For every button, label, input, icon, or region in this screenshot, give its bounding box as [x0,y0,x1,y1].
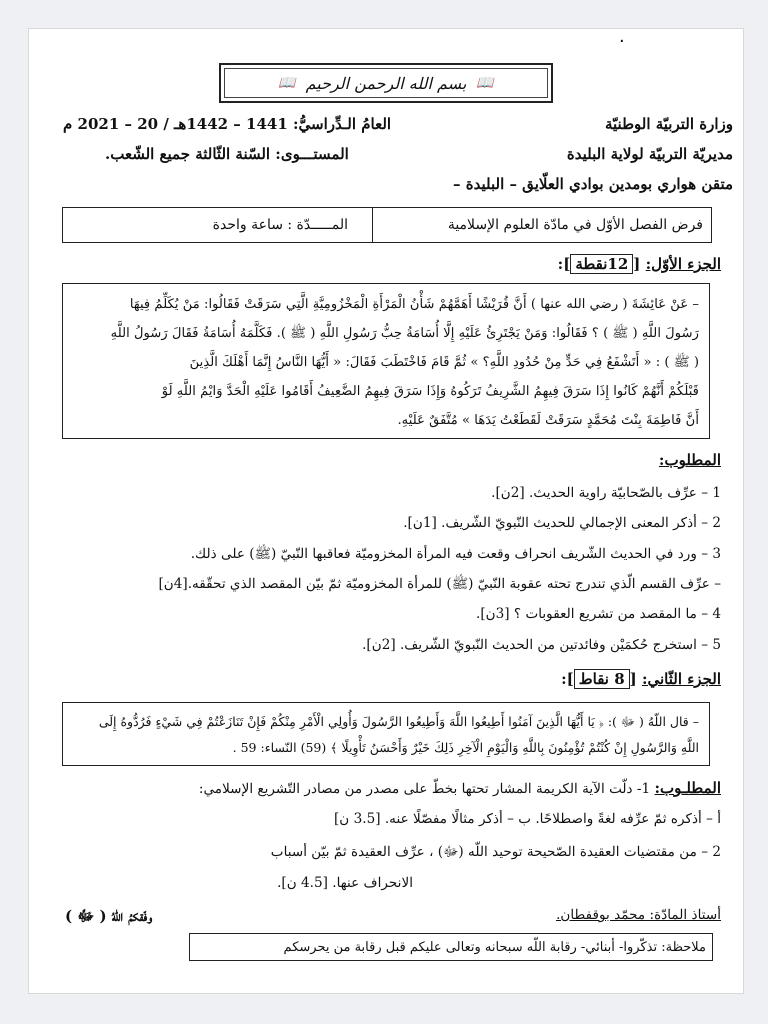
part2-question-2: 2 – من مقتضيات العقيدة الصّحيحة توحيد اللّه (ﷻ) ، عرِّف العقيدة ثمّ بيّن أسباب [270,844,721,860]
verse-box [62,702,710,766]
book-icon: 📖 [476,75,494,91]
hadith-line: قَبْلَكُمْ أَنَّهُمْ كَانُوا إِذَا سَرَقَ فِيهِمُ الشَّرِيفُ تَرَكُوهُ وَإِذَا سَرَقَ فِيهِمُ الضَّعِيفُ أَقَامُوا عَلَيْهِ الْحَدَّ وَايْمُ اللَّهِ لَوْ [161,384,699,399]
stray-dot: · [619,31,625,52]
school-year: العامُ الـدِّراسيُّ: 1441 – 1442هـ / 20 – 2021 م [63,115,392,133]
book-icon: 📖 [278,75,296,91]
part1-label: الجزء الأوّل: [645,255,721,273]
part2-required-label: المطلـوب: [654,779,721,797]
hadith-line: ( ﷺ ) : « أَتَشْفَعُ فِي حَدٍّ مِنْ حُدُودِ اللَّهِ؟ » ثُمَّ قَامَ فَاخْتَطَبَ فَقَالَ: « أَيُّهَا النَّاسُ إِنَّمَا أَهْلَكَ الَّذِينَ [189,355,699,370]
part2-points: 8 نقاط [574,669,630,689]
basmala-text: بسم الله الرحمن الرحيم [305,73,467,93]
part2-heading: الجزء الثّاني: [8 نقاط]: [561,670,721,688]
question-3: 3 – ورد في الحديث الشّريف انحراف وقعت فيه المرأة المخزوميّة فعاقبها النّبيّ (ﷺ) على ذلك. [190,546,721,562]
directorate-name: مديريّة التربيّة لولاية البليدة [566,145,733,163]
part2-question-1-sub: أ – أذكره ثمّ عرِّفه لغةً واصطلاحًا. ب – أذكر مثالًا مفصّلًا عنه. [3.5 ن] [334,811,721,827]
hadith-line: رَسُولَ اللَّهِ ( ﷺ ) ؟ فَقَالُوا: وَمَنْ يَجْتَرِئُ عَلَيْهِ إِلَّا أُسَامَةُ حِبُّ رَسُولِ اللَّهِ ( ﷺ ). فَكَلَّمَهُ أُسَامَةُ فَقَالَ رَسُولُ اللَّهِ [110,326,699,341]
hadith-box [62,283,710,439]
part2-label: الجزء الثّاني: [641,670,721,688]
closing-wish: وفّقكمُ اللّهُ ( ﷻ ) [65,907,153,925]
exam-title: فرض الفصل الأوّل في مادّة العلوم الإسلامية [372,208,711,242]
part2-required-row [199,779,721,797]
part1-required-label: المطلوب: [658,451,721,469]
part1-points: 12نقطة [570,254,633,274]
verse-line: – قال اللّهُ ( ﷻ ): ﴿ يَا أَيُّهَا الَّذِينَ آمَنُوا أَطِيعُوا اللَّهَ وَأَطِيعُوا الرَّسُولَ وَأُولِي الْأَمْرِ مِنْكُمْ فَإِنْ تَنَازَعْتُمْ فِي شَيْءٍ فَرُدُّوهُ إِلَى [98,714,699,729]
teacher-name: أستاذ المادّة: محمّد بوقفطان. [556,907,721,923]
exam-paper [28,28,744,994]
basmala-frame [219,63,553,103]
note-text: ملاحظة: تذكّروا- أبنائي- رقابة اللّه سبحانه وتعالى عليكم قبل رقابة من يحرسكم [283,939,706,955]
ministry-name: وزارة التربيّة الوطنيّة [604,115,733,133]
level: المستـــوى: السّنة الثّالثة جميع الشّعب. [105,145,349,163]
question-2: 2 – أذكر المعنى الإجمالي للحديث النّبويّ الشّريف. [1ن]. [403,515,721,531]
hadith-line: – عَنْ عَائِشَةَ ( رضي الله عنها ) أَنَّ قُرَيْشًا أَهَمَّهُمْ شَأْنُ الْمَرْأَةِ الْمَخْزُومِيَّةِ الَّتِي سَرَقَتْ فَقَالُوا: مَنْ يُكَلِّمُ فِيهَا [129,297,699,312]
question-4: 4 – ما المقصد من تشريع العقوبات ؟ [3ن]. [476,606,721,622]
hadith-line: أَنَّ فَاطِمَةَ بِنْتَ مُحَمَّدٍ سَرَقَتْ لَقَطَعْتُ يَدَهَا » مُتَّفَقٌ عَلَيْهِ. [397,413,699,428]
exam-title-bar [62,207,712,243]
part2-question-1: 1- دلّت الآية الكريمة المشار تحتها بخطّ على مصدر من مصادر التّشريع الإسلامي: [198,781,651,797]
exam-duration: المـــــدّة : ساعة واحدة [212,217,348,233]
question-3-sub: – عرِّف القسم الّذي تندرج تحته عقوبة النّبيّ (ﷺ) للمرأة المخزوميّة ثمّ بيّن المقصد الذي تحقّقه.[4ن] [158,576,721,592]
note-box [189,933,713,961]
school-name: متقن هواري بومدين بوادي العلّايق – البليدة – [453,175,733,193]
part1-heading: الجزء الأوّل: [12نقطة]: [557,255,721,273]
question-5: 5 – استخرج حُكمَيْن وفائدتين من الحديث النّبويّ الشّريف. [2ن]. [362,637,721,653]
part2-question-2-cont: الانحراف عنها. [4.5 ن]. [277,875,413,891]
question-1: 1 – عرِّف بالصّحابيّة راوية الحديث. [2ن]. [491,485,721,501]
verse-line: اللَّهِ وَالرَّسُولِ إِنْ كُنْتُمْ تُؤْمِنُونَ بِاللَّهِ وَالْيَوْمِ الْآخِرِ ذَلِكَ خَيْرٌ وَأَحْسَنُ تَأْوِيلًا ﴾ (59) النّساء: 59 . [232,740,699,755]
